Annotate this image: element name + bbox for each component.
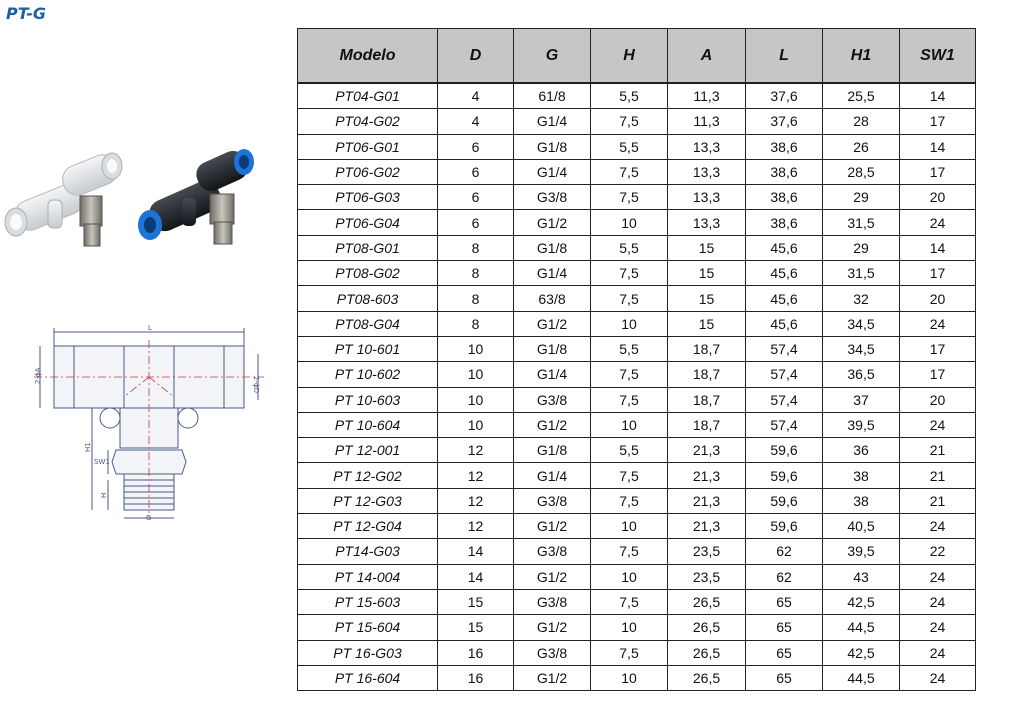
column-header: Modelo [298, 29, 438, 84]
table-cell: 42,5 [823, 640, 900, 665]
table-cell: G3/8 [514, 539, 591, 564]
table-row [298, 210, 976, 235]
table-cell: 14 [900, 235, 976, 260]
table-cell: 21,3 [668, 463, 746, 488]
table-cell: G1/2 [514, 564, 591, 589]
table-cell: G1/2 [514, 615, 591, 640]
table-cell: 7,5 [591, 539, 668, 564]
table-cell: 7,5 [591, 185, 668, 210]
table-cell: 21 [900, 488, 976, 513]
table-cell: G1/4 [514, 463, 591, 488]
table-cell: 24 [900, 615, 976, 640]
table-cell: 24 [900, 514, 976, 539]
table-cell: G1/4 [514, 159, 591, 184]
table-cell: 17 [900, 261, 976, 286]
table-cell: 57,4 [746, 336, 823, 361]
table-cell: 26,5 [668, 665, 746, 690]
model-cell: PT06-G04 [298, 210, 438, 235]
table-cell: 26 [823, 134, 900, 159]
table-cell: 5,5 [591, 438, 668, 463]
table-cell: G1/2 [514, 412, 591, 437]
table-cell: 18,7 [668, 362, 746, 387]
table-cell: 8 [438, 311, 514, 336]
table-cell: 38,6 [746, 159, 823, 184]
table-cell: 45,6 [746, 286, 823, 311]
table-cell: 7,5 [591, 286, 668, 311]
table-cell: 10 [438, 336, 514, 361]
table-cell: 13,3 [668, 210, 746, 235]
table-cell: 45,6 [746, 311, 823, 336]
table-cell: 44,5 [823, 615, 900, 640]
table-cell: 10 [591, 311, 668, 336]
table-cell: 24 [900, 589, 976, 614]
table-cell: 11,3 [668, 83, 746, 109]
table-row [298, 83, 976, 109]
table-cell: 7,5 [591, 362, 668, 387]
model-cell: PT06-G01 [298, 134, 438, 159]
table-cell: 34,5 [823, 311, 900, 336]
table-cell: 7,5 [591, 261, 668, 286]
table-cell: 5,5 [591, 134, 668, 159]
table-cell: 59,6 [746, 488, 823, 513]
table-cell: 10 [591, 514, 668, 539]
table-row [298, 438, 976, 463]
model-cell: PT 10-604 [298, 412, 438, 437]
black-tee-fitting [138, 147, 254, 244]
table-cell: 23,5 [668, 539, 746, 564]
table-cell: 28 [823, 109, 900, 134]
table-cell: 57,4 [746, 387, 823, 412]
table-cell: 5,5 [591, 83, 668, 109]
table-cell: 36 [823, 438, 900, 463]
table-cell: 36,5 [823, 362, 900, 387]
table-cell: 7,5 [591, 109, 668, 134]
table-cell: 14 [438, 564, 514, 589]
page-title: PT-G [6, 4, 47, 23]
table-row [298, 336, 976, 361]
column-header: G [514, 29, 591, 84]
model-cell: PT 10-603 [298, 387, 438, 412]
table-cell: 45,6 [746, 235, 823, 260]
table-cell: 23,5 [668, 564, 746, 589]
table-header-row [298, 29, 976, 84]
table-cell: 8 [438, 235, 514, 260]
table-cell: 7,5 [591, 640, 668, 665]
spec-table [297, 28, 976, 691]
model-cell: PT08-G02 [298, 261, 438, 286]
table-cell: 18,7 [668, 412, 746, 437]
model-cell: PT 16-604 [298, 665, 438, 690]
table-cell: 59,6 [746, 463, 823, 488]
table-cell: 4 [438, 109, 514, 134]
table-cell: G1/8 [514, 134, 591, 159]
table-cell: G1/4 [514, 109, 591, 134]
table-cell: 20 [900, 387, 976, 412]
table-cell: 21,3 [668, 514, 746, 539]
model-cell: PT06-G03 [298, 185, 438, 210]
table-cell: 37 [823, 387, 900, 412]
dim-g-label: G [146, 514, 152, 522]
table-cell: 15 [668, 261, 746, 286]
model-cell: PT 10-601 [298, 336, 438, 361]
model-cell: PT 16-G03 [298, 640, 438, 665]
table-cell: 12 [438, 438, 514, 463]
table-cell: 10 [591, 210, 668, 235]
table-cell: 16 [438, 640, 514, 665]
table-cell: 8 [438, 286, 514, 311]
table-cell: 20 [900, 286, 976, 311]
model-cell: PT 12-G04 [298, 514, 438, 539]
model-cell: PT 14-004 [298, 564, 438, 589]
table-cell: 21,3 [668, 488, 746, 513]
table-row [298, 311, 976, 336]
table-cell: 13,3 [668, 185, 746, 210]
table-row [298, 564, 976, 589]
table-cell: 34,5 [823, 336, 900, 361]
model-cell: PT 12-G02 [298, 463, 438, 488]
table-cell: 15 [668, 286, 746, 311]
table-cell: 65 [746, 640, 823, 665]
dim-h1-label: H1 [84, 442, 92, 452]
table-cell: G3/8 [514, 387, 591, 412]
model-cell: PT 10-602 [298, 362, 438, 387]
table-cell: 6 [438, 159, 514, 184]
table-cell: 65 [746, 665, 823, 690]
table-cell: G1/4 [514, 362, 591, 387]
table-cell: G1/2 [514, 665, 591, 690]
column-header: A [668, 29, 746, 84]
table-cell: 24 [900, 564, 976, 589]
table-row [298, 412, 976, 437]
table-cell: 10 [591, 665, 668, 690]
table-row [298, 615, 976, 640]
table-cell: 24 [900, 311, 976, 336]
table-row [298, 514, 976, 539]
table-cell: 6 [438, 210, 514, 235]
model-cell: PT08-G04 [298, 311, 438, 336]
table-cell: 38,6 [746, 134, 823, 159]
table-cell: 10 [591, 412, 668, 437]
table-cell: 4 [438, 83, 514, 109]
model-cell: PT 15-603 [298, 589, 438, 614]
table-cell: 17 [900, 159, 976, 184]
table-row [298, 362, 976, 387]
table-cell: 42,5 [823, 589, 900, 614]
table-cell: 7,5 [591, 589, 668, 614]
table-cell: 12 [438, 463, 514, 488]
table-cell: 26,5 [668, 640, 746, 665]
column-header: H [591, 29, 668, 84]
technical-drawing [24, 322, 274, 522]
table-row [298, 261, 976, 286]
table-cell: 25,5 [823, 83, 900, 109]
table-cell: 31,5 [823, 210, 900, 235]
table-row [298, 109, 976, 134]
table-cell: 11,3 [668, 109, 746, 134]
table-cell: 57,4 [746, 362, 823, 387]
table-cell: 61/8 [514, 83, 591, 109]
table-cell: 12 [438, 514, 514, 539]
model-cell: PT04-G02 [298, 109, 438, 134]
table-cell: 16 [438, 665, 514, 690]
table-cell: 45,6 [746, 261, 823, 286]
table-cell: 62 [746, 539, 823, 564]
table-cell: 10 [591, 615, 668, 640]
table-row [298, 589, 976, 614]
table-cell: 10 [591, 564, 668, 589]
table-cell: 13,3 [668, 159, 746, 184]
table-row [298, 387, 976, 412]
model-cell: PT08-603 [298, 286, 438, 311]
table-cell: 5,5 [591, 336, 668, 361]
table-cell: G1/2 [514, 210, 591, 235]
table-cell: 24 [900, 412, 976, 437]
table-cell: 38,6 [746, 210, 823, 235]
dim-l-label: L [148, 324, 152, 332]
table-cell: 29 [823, 185, 900, 210]
table-cell: G1/8 [514, 336, 591, 361]
table-cell: G3/8 [514, 589, 591, 614]
table-body [298, 83, 976, 691]
model-cell: PT 12-G03 [298, 488, 438, 513]
table-row [298, 134, 976, 159]
table-cell: 10 [438, 362, 514, 387]
table-row [298, 488, 976, 513]
table-row [298, 286, 976, 311]
table-cell: 8 [438, 261, 514, 286]
column-header: SW1 [900, 29, 976, 84]
model-cell: PT 15-604 [298, 615, 438, 640]
table-cell: 39,5 [823, 412, 900, 437]
table-cell: 10 [438, 387, 514, 412]
table-cell: G1/2 [514, 311, 591, 336]
model-cell: PT06-G02 [298, 159, 438, 184]
table-cell: 21,3 [668, 438, 746, 463]
table-cell: 13,3 [668, 134, 746, 159]
table-cell: 38 [823, 463, 900, 488]
table-cell: 38 [823, 488, 900, 513]
table-cell: 14 [438, 539, 514, 564]
table-row [298, 159, 976, 184]
table-cell: 65 [746, 589, 823, 614]
table-cell: 21 [900, 463, 976, 488]
table-cell: 32 [823, 286, 900, 311]
table-cell: 43 [823, 564, 900, 589]
column-header: H1 [823, 29, 900, 84]
table-cell: 15 [438, 615, 514, 640]
table-row [298, 463, 976, 488]
table-cell: 57,4 [746, 412, 823, 437]
table-cell: 37,6 [746, 109, 823, 134]
table-cell: 6 [438, 185, 514, 210]
table-cell: 18,7 [668, 387, 746, 412]
table-cell: 26,5 [668, 615, 746, 640]
table-cell: 62 [746, 564, 823, 589]
table-cell: G3/8 [514, 185, 591, 210]
table-row [298, 185, 976, 210]
table-cell: 59,6 [746, 438, 823, 463]
table-cell: 63/8 [514, 286, 591, 311]
model-cell: PT 12-001 [298, 438, 438, 463]
table-row [298, 235, 976, 260]
table-cell: 17 [900, 362, 976, 387]
table-cell: G3/8 [514, 640, 591, 665]
table-cell: G1/8 [514, 438, 591, 463]
table-cell: 7,5 [591, 488, 668, 513]
table-cell: 59,6 [746, 514, 823, 539]
table-cell: G1/8 [514, 235, 591, 260]
dim-d2-label: 2-ϕD [252, 376, 260, 393]
table-cell: G1/4 [514, 261, 591, 286]
table-row [298, 640, 976, 665]
table-cell: 38,6 [746, 185, 823, 210]
table-cell: 24 [900, 640, 976, 665]
table-cell: 7,5 [591, 463, 668, 488]
table-cell: 31,5 [823, 261, 900, 286]
table-cell: 44,5 [823, 665, 900, 690]
table-row [298, 665, 976, 690]
model-cell: PT08-G01 [298, 235, 438, 260]
table-cell: 37,6 [746, 83, 823, 109]
table-cell: 15 [438, 589, 514, 614]
table-cell: 10 [438, 412, 514, 437]
table-cell: 7,5 [591, 387, 668, 412]
table-cell: 65 [746, 615, 823, 640]
dim-h-label: H [100, 492, 108, 498]
model-cell: PT14-G03 [298, 539, 438, 564]
dim-sw-label: SW1 [94, 458, 110, 466]
table-cell: 22 [900, 539, 976, 564]
table-cell: 14 [900, 83, 976, 109]
dim-d-label: 2-ϕA [34, 367, 42, 384]
table-cell: 12 [438, 488, 514, 513]
table-cell: 14 [900, 134, 976, 159]
table-cell: 6 [438, 134, 514, 159]
table-cell: 17 [900, 336, 976, 361]
table-cell: G3/8 [514, 488, 591, 513]
table-cell: 7,5 [591, 159, 668, 184]
table-cell: 24 [900, 210, 976, 235]
table-cell: 5,5 [591, 235, 668, 260]
table-cell: 15 [668, 235, 746, 260]
table-cell: G1/2 [514, 514, 591, 539]
table-cell: 18,7 [668, 336, 746, 361]
column-header: D [438, 29, 514, 84]
table-cell: 15 [668, 311, 746, 336]
table-row [298, 539, 976, 564]
table-cell: 26,5 [668, 589, 746, 614]
column-header: L [746, 29, 823, 84]
table-cell: 39,5 [823, 539, 900, 564]
table-cell: 40,5 [823, 514, 900, 539]
product-photo [0, 140, 275, 260]
table-cell: 17 [900, 109, 976, 134]
model-cell: PT04-G01 [298, 83, 438, 109]
white-tee-fitting [5, 151, 122, 246]
table-cell: 20 [900, 185, 976, 210]
table-cell: 28,5 [823, 159, 900, 184]
table-cell: 29 [823, 235, 900, 260]
table-cell: 21 [900, 438, 976, 463]
table-cell: 24 [900, 665, 976, 690]
